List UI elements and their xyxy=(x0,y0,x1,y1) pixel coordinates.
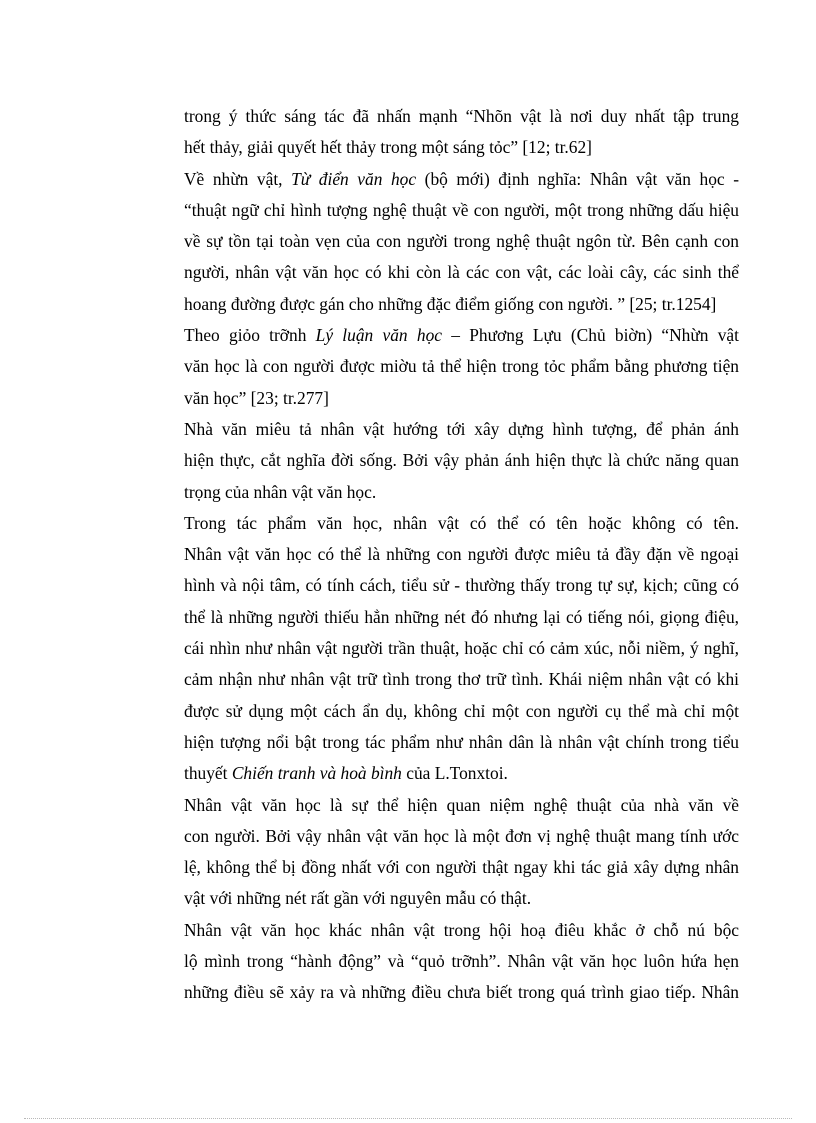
text-line: hiện thực, cắt nghĩa đời sống. Bởi vậy phản ánh hiện thực là chức năng quan xyxy=(184,450,739,471)
text-line: thuyết Chiến tranh và hoà bình của L.Tonxtoi. xyxy=(184,763,508,784)
page-bottom-divider xyxy=(24,1118,792,1119)
document-body xyxy=(136,101,739,1009)
text-line: hình và nội tâm, có tính cách, tiểu sử - thường thấy trong tự sự, kịch; cũng có xyxy=(184,575,739,596)
text-line: trọng của nhân vật văn học. xyxy=(184,481,377,502)
text-line: “thuật ngữ chỉ hình tượng nghệ thuật về con người, một trong những dấu hiệu xyxy=(184,199,739,220)
text-line: Về nhừn vật, Từ điển văn học (bộ mới) định nghĩa: Nhân vật văn học - xyxy=(184,168,739,189)
text-line: văn học” [23; tr.277] xyxy=(184,387,329,408)
text-line: trong ý thức sáng tác đã nhấn mạnh “Nhõn vật là nơi duy nhất tập trung xyxy=(184,106,739,126)
text-line: về sự tồn tại toàn vẹn của con người trong nghệ thuật ngôn từ. Bên cạnh con xyxy=(184,231,739,252)
italic-title: Lý luận văn học xyxy=(315,325,442,346)
text-line: lộ mình trong “hành động” và “quỏ trỡnh”. Nhân vật văn học luôn hứa hẹn xyxy=(184,951,739,972)
text-line: văn học là con người được miờu tả thể hiện trong tỏc phẩm bằng phương tiện xyxy=(184,356,739,377)
text-line: hết thảy, giải quyết hết thảy trong một sáng tỏc” [12; tr.62] xyxy=(184,137,592,158)
text-line: Nhân vật văn học là sự thể hiện quan niệm nghệ thuật của nhà văn về xyxy=(184,794,739,815)
text-line: con người. Bởi vậy nhân vật văn học là một đơn vị nghệ thuật mang tính ước xyxy=(184,825,739,846)
text-line: Nhân vật văn học khác nhân vật trong hội hoạ điêu khắc ở chỗ nú bộc xyxy=(184,919,739,940)
text-line: vật với những nét rất gần với nguyên mẫu có thật. xyxy=(184,888,532,909)
text-line: thể là những người thiếu hẳn những nét đó nhưng lại có tiếng nói, giọng điệu, xyxy=(184,606,739,627)
italic-title: Chiến tranh và hoà bình xyxy=(231,763,402,784)
paragraph-5 xyxy=(136,508,739,790)
paragraph-6 xyxy=(136,790,739,915)
paragraph-1 xyxy=(136,101,739,164)
text-line: cái nhìn như nhân vật người trần thuật, hoặc chỉ có cảm xúc, nỗi niềm, ý nghĩ, xyxy=(184,638,739,659)
text-line: lệ, không thể bị đồng nhất với con người thật ngay khi tác giả xây dựng nhân xyxy=(184,857,739,878)
italic-title: Từ điển văn học xyxy=(291,168,417,189)
text-line: hoang đường được gán cho những đặc điểm giống con người. ” [25; tr.1254] xyxy=(184,293,717,314)
text-line: được sử dụng một cách ẩn dụ, không chỉ một con người cụ thể mà chỉ một xyxy=(184,700,739,721)
text-line: Trong tác phẩm văn học, nhân vật có thể có tên hoặc không có tên. xyxy=(184,512,739,533)
text-line: Theo giỏo trỡnh Lý luận văn học – Phương Lựu (Chủ biờn) “Nhừn vật xyxy=(184,325,739,346)
text-line: cảm nhận như nhân vật trữ tình trong thơ trữ tình. Khái niệm nhân vật có khi xyxy=(184,669,739,690)
text-line: những điều sẽ xảy ra và những điều chưa biết trong quá trình giao tiếp. Nhân xyxy=(184,982,739,1003)
text-line: người, nhân vật văn học có khi còn là các con vật, các loài cây, các sinh thể xyxy=(184,262,739,283)
text-line: Nhân vật văn học có thể là những con người được miêu tả đầy đặn về ngoại xyxy=(184,544,739,565)
text-line: hiện tượng nổi bật trong tác phẩm như nhân dân là nhân vật chính trong tiểu xyxy=(184,731,739,752)
paragraph-2 xyxy=(136,164,739,320)
paragraph-4 xyxy=(136,414,739,508)
text-line: Nhà văn miêu tả nhân vật hướng tới xây dựng hình tượng, để phản ánh xyxy=(184,418,739,439)
paragraph-7 xyxy=(136,915,739,1009)
paragraph-3 xyxy=(136,320,739,414)
